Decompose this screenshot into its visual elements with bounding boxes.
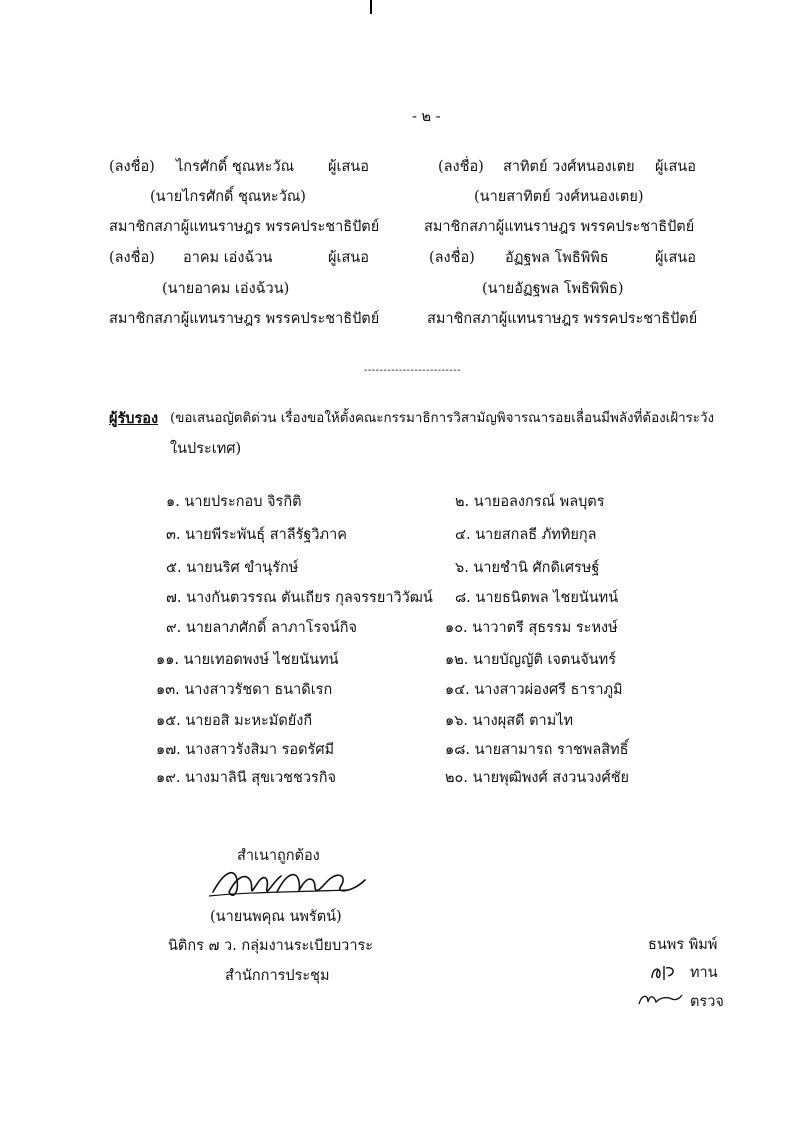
endorsers-heading: ผู้รับรอง: [109, 410, 159, 427]
proposer-1-position: สมาชิกสภาผู้แทนราษฎร พรรคประชาธิปัตย์: [109, 219, 380, 235]
proposer-4-full-name: (นายอัฏฐพล โพธิพิพิธ): [482, 281, 624, 297]
endorser-item: ๑๒. นายบัญญัติ เจตนจันทร์: [445, 652, 617, 668]
certifier-title: นิติกร ๗ ว. กลุ่มงานระเบียบวาระ: [168, 938, 374, 954]
scan-edge-line: [370, 0, 372, 14]
endorser-item: ๕. นายนริศ ขำนุรักษ์: [166, 560, 299, 576]
endorser-item: ๑๙. นางมาลินี สุขเวชชวรกิจ: [156, 770, 337, 786]
endorser-item: ๑๐. นาวาตรี สุธรรม ระหงษ์: [445, 620, 618, 636]
endorser-item: ๑๑. นายเทอดพงษ์ ไชยนันทน์: [156, 652, 339, 668]
certifier-name: (นายนพคุณ นพรัตน์): [210, 909, 342, 925]
endorser-item: ๗. นางกันตวรรณ ตันเถียร กุลจรรยาวิวัฒน์: [166, 590, 433, 606]
proposer-4-position: สมาชิกสภาผู้แทนราษฎร พรรคประชาธิปัตย์: [427, 311, 698, 327]
proposer-2-signature-name: สาทิตย์ วงศ์หนองเตย: [503, 159, 635, 175]
endorser-item: ๖. นายชำนิ ศักดิเศรษฐ์: [455, 560, 600, 576]
endorser-item: ๒. นายอลงกรณ์ พลบุตร: [455, 494, 605, 510]
endorser-item: ๒๐. นายพุฒิพงศ์ สงวนวงศ์ชัย: [445, 770, 630, 786]
certifier-office: สำนักการประชุม: [225, 968, 330, 984]
proposer-2-sign-label: (ลงชื่อ): [438, 159, 484, 175]
endorser-item: ๑๓. นางสาวรัชดา ธนาดิเรก: [156, 682, 333, 698]
proposer-1-full-name: (นายไกรศักดิ์ ชุณหะวัณ): [150, 189, 306, 205]
endorser-item: ๑๕. นายอสิ มะหะมัดยังกี: [156, 713, 313, 729]
proposer-3-role: ผู้เสนอ: [328, 250, 369, 266]
proposer-4-sign-label: (ลงชื่อ): [429, 250, 475, 266]
endorser-item: ๑๘. นายสามารถ ราชพลสิทธิ์: [445, 742, 629, 758]
endorser-item: ๓. นายพีระพันธุ์ สาลีรัฐวิภาค: [166, 527, 347, 543]
typist-label: ธนพร พิมพ์: [648, 937, 718, 953]
checker-initials: [636, 990, 684, 1010]
certifier-signature: [207, 862, 377, 906]
proposer-2-role: ผู้เสนอ: [655, 159, 696, 175]
endorser-item: ๔. นายสกลธี ภัททิยกุล: [455, 527, 597, 543]
proposer-1-signature-name: ไกรศักดิ์ ชุณหะวัณ: [176, 159, 295, 175]
endorsers-description-line2: ในประเทศ): [170, 441, 242, 457]
endorser-item: ๘. นายธนิตพล ไชยนันทน์: [455, 590, 619, 606]
proposer-3-signature-name: อาคม เอ่งฉ้วน: [183, 250, 273, 266]
reviewer-label: ทาน: [690, 965, 718, 981]
proposer-2-position: สมาชิกสภาผู้แทนราษฎร พรรคประชาธิปัตย์: [424, 219, 695, 235]
endorser-item: ๙. นายลาภศักดิ์ ลาภาโรจน์กิจ: [166, 620, 357, 636]
copy-certified-label: สำเนาถูกต้อง: [237, 848, 320, 864]
proposer-3-sign-label: (ลงชื่อ): [109, 250, 155, 266]
endorser-item: ๑๗. นางสาวรังสิมา รอดรัศมี: [156, 742, 335, 758]
endorser-item: ๑. นายประกอบ จิรกิติ: [166, 494, 302, 510]
page-number: - ๒ -: [412, 109, 441, 125]
endorser-item: ๑๖. นางผุสดี ตามไท: [445, 713, 574, 729]
proposer-3-full-name: (นายอาคม เอ่งฉ้วน): [162, 281, 290, 297]
proposer-3-position: สมาชิกสภาผู้แทนราษฎร พรรคประชาธิปัตย์: [109, 311, 380, 327]
endorsers-description-line1: (ขอเสนอญัตติด่วน เรื่องขอให้ตั้งคณะกรรมาธิการวิสามัญพิจารณารอยเลื่อนมีพลังที่ต้องเฝ้าระวัง: [170, 411, 715, 426]
proposer-1-role: ผู้เสนอ: [328, 159, 369, 175]
checker-label: ตรวจ: [690, 994, 724, 1010]
reviewer-initials: [648, 960, 678, 984]
section-separator: -------------------------: [364, 365, 461, 376]
proposer-2-full-name: (นายสาทิตย์ วงศ์หนองเตย): [474, 189, 644, 205]
proposer-4-signature-name: อัฏฐพล โพธิพิพิธ: [505, 250, 609, 266]
endorser-item: ๑๔. นางสาวผ่องศรี ธาราภูมิ: [445, 682, 623, 698]
proposer-4-role: ผู้เสนอ: [655, 250, 696, 266]
proposer-1-sign-label: (ลงชื่อ): [109, 159, 155, 175]
